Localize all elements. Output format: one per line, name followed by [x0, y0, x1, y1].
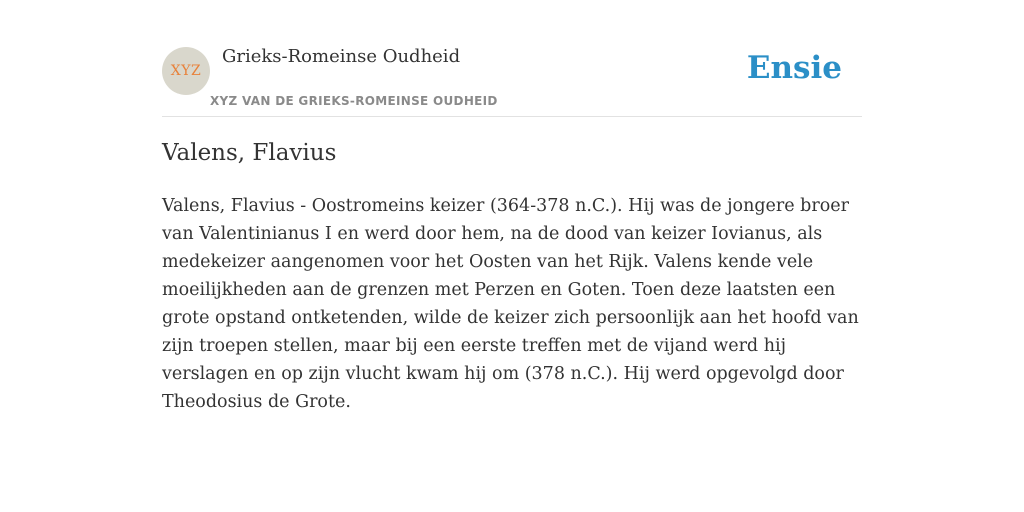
source-header	[162, 44, 862, 117]
source-subtitle: XYZ VAN DE GRIEKS-ROMEINSE OUDHEID	[210, 94, 498, 108]
article-title: Valens, Flavius	[162, 140, 337, 166]
ensie-logo-link[interactable]: Ensie	[746, 50, 842, 86]
source-avatar[interactable]: XYZ	[162, 47, 210, 95]
source-title-link[interactable]: Grieks-Romeinse Oudheid	[222, 46, 461, 67]
article-body: Valens, Flavius - Oostromeins keizer (364-378 n.C.). Hij was de jongere broer van Valentinianus I en werd door hem, na de dood van keizer Iovianus, als medekeizer aangenomen voor het Oosten van het Rijk. Valens kende vele moeilijkheden aan de grenzen met Perzen en Goten. Toen deze laatsten een grote opstand ontketenden, wilde de keizer zich persoonlijk aan het hoofd van zijn troepen stellen, maar bij een eerste treffen met de vijand werd hij verslagen en op zijn vlucht kwam hij om (378 n.C.). Hij werd opgevolgd door Theodosius de Grote.	[162, 196, 859, 412]
